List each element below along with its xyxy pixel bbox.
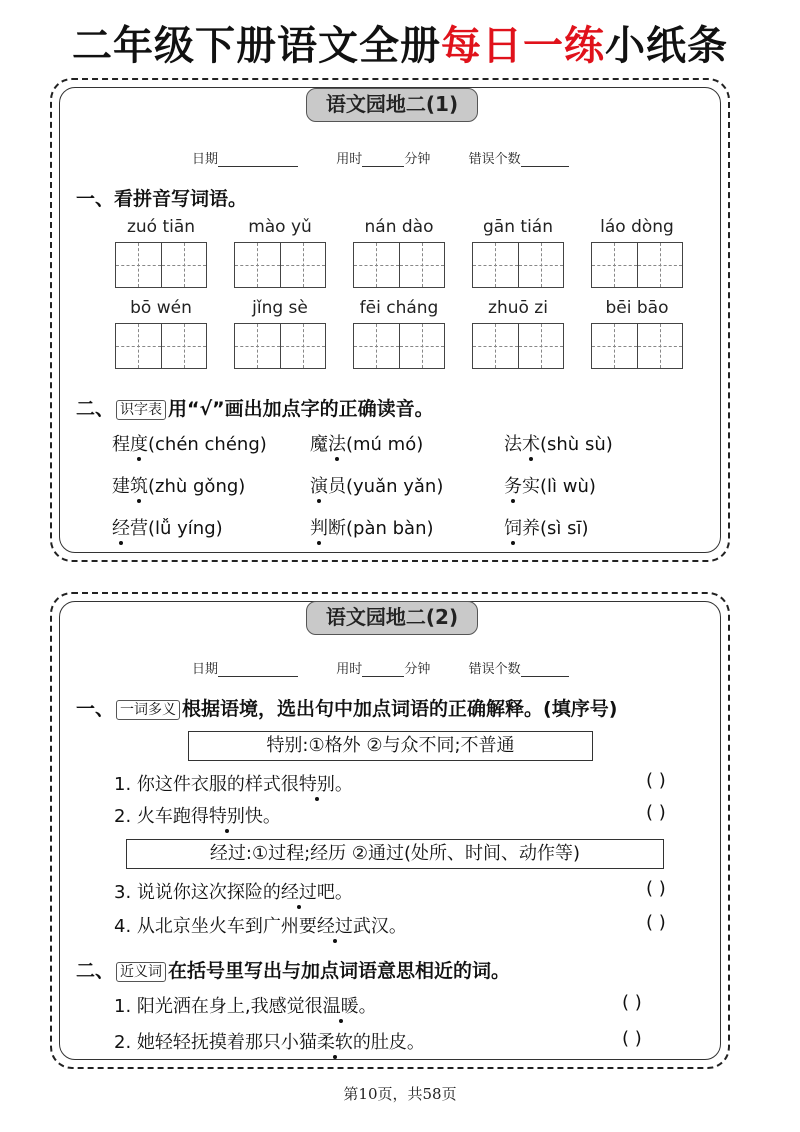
writing-grid[interactable] <box>591 323 683 369</box>
writing-grid[interactable] <box>353 242 445 288</box>
writing-grid[interactable] <box>234 323 326 369</box>
page-title <box>0 14 800 71</box>
date-blank[interactable] <box>218 166 298 167</box>
writing-grid[interactable] <box>115 323 207 369</box>
pinyin-label: mào yǔ <box>248 217 312 237</box>
sentence-item: 2. 火车跑得特别快。 <box>114 806 281 827</box>
answer-parentheses[interactable]: ( ) <box>646 878 666 899</box>
reading-item[interactable]: 演员(yuǎn yǎn) <box>310 476 444 497</box>
q2-tag: 识字表 <box>116 400 166 420</box>
answer-parentheses[interactable]: ( ) <box>646 912 666 933</box>
reading-item[interactable]: 法术(shù sù) <box>504 434 613 455</box>
reading-item[interactable]: 程度(chén chéng) <box>112 434 267 455</box>
time-blank[interactable] <box>362 676 404 677</box>
question-1-heading: 一、 一词多义 根据语境，选出句中加点词语的正确解释。(填序号) <box>76 698 618 720</box>
pinyin-label: bō wén <box>130 298 192 318</box>
time-blank[interactable] <box>362 166 404 167</box>
reading-item[interactable]: 务实(lì wù) <box>504 476 596 497</box>
title-prefix: 二年级下册语文全册 <box>72 23 441 69</box>
exercise-card-2 <box>50 592 730 1069</box>
definition-box-1: 特别:①格外 ②与众不同;不普通 <box>188 731 593 761</box>
writing-grid[interactable] <box>472 323 564 369</box>
q2-number: 二、 <box>76 398 115 420</box>
date-label: 日期 <box>192 662 219 677</box>
errors-label: 错误个数 <box>468 662 521 677</box>
pinyin-label: nán dào <box>364 217 434 237</box>
reading-item[interactable]: 建筑(zhù gǒng) <box>112 476 246 497</box>
minutes-label: 分钟 <box>404 152 431 167</box>
meta-row-1 <box>192 148 569 167</box>
sentence-item: 1. 你这件衣服的样式很特别。 <box>114 774 353 795</box>
answer-parentheses[interactable]: ( ) <box>622 1028 642 1049</box>
reading-item[interactable]: 饲养(sì sī) <box>504 518 589 539</box>
pinyin-label: jǐng sè <box>252 298 308 318</box>
writing-grid[interactable] <box>591 242 683 288</box>
exercise-card-1 <box>50 78 730 562</box>
pinyin-label: fēi cháng <box>359 298 439 318</box>
writing-grid[interactable] <box>115 242 207 288</box>
q2-text: 用“√”画出加点字的正确读音。 <box>168 398 434 420</box>
sentence-item: 4. 从北京坐火车到广州要经过武汉。 <box>114 916 407 937</box>
definition-box-2: 经过:①过程;经历 ②通过(处所、时间、动作等) <box>126 839 664 869</box>
time-label: 用时 <box>336 152 363 167</box>
meta-row-2 <box>192 658 569 677</box>
errors-blank[interactable] <box>521 166 569 167</box>
title-highlight: 每日一练 <box>441 23 605 69</box>
writing-grid[interactable] <box>353 323 445 369</box>
answer-parentheses[interactable]: ( ) <box>646 802 666 823</box>
question-2-heading: 二、 近义词 在括号里写出与加点词语意思相近的词。 <box>76 960 511 982</box>
minutes-label: 分钟 <box>404 662 431 677</box>
time-label: 用时 <box>336 662 363 677</box>
pinyin-label: gān tián <box>483 217 553 237</box>
pinyin-label: zhuō zi <box>488 298 548 318</box>
pinyin-label: bēi bāo <box>605 298 669 318</box>
writing-grid[interactable] <box>472 242 564 288</box>
reading-item[interactable]: 魔法(mú mó) <box>310 434 424 455</box>
sentence-item: 2. 她轻轻抚摸着那只小猫柔软的肚皮。 <box>114 1032 425 1053</box>
reading-item[interactable]: 判断(pàn bàn) <box>310 518 434 539</box>
page-footer: 第10页，共58页 <box>343 1085 457 1103</box>
answer-parentheses[interactable]: ( ) <box>622 992 642 1013</box>
q1-tag: 一词多义 <box>116 700 180 720</box>
writing-grid[interactable] <box>234 242 326 288</box>
question-2-heading <box>76 394 434 421</box>
section-tab-1: 语文园地二(1) <box>306 88 478 122</box>
errors-blank[interactable] <box>521 676 569 677</box>
errors-label: 错误个数 <box>468 152 521 167</box>
section-tab-2: 语文园地二(2) <box>306 601 478 635</box>
date-blank[interactable] <box>218 676 298 677</box>
date-label: 日期 <box>192 152 219 167</box>
pinyin-label: láo dòng <box>600 217 674 237</box>
reading-item[interactable]: 经营(lǚ yíng) <box>112 518 223 539</box>
sentence-item: 3. 说说你这次探险的经过吧。 <box>114 882 353 903</box>
question-1-heading: 一、看拼音写词语。 <box>76 188 248 210</box>
pinyin-label: zuó tiān <box>126 217 196 237</box>
answer-parentheses[interactable]: ( ) <box>646 770 666 791</box>
q2-tag: 近义词 <box>116 962 166 982</box>
title-suffix: 小纸条 <box>605 23 728 69</box>
sentence-item: 1. 阳光洒在身上,我感觉很温暖。 <box>114 996 377 1017</box>
